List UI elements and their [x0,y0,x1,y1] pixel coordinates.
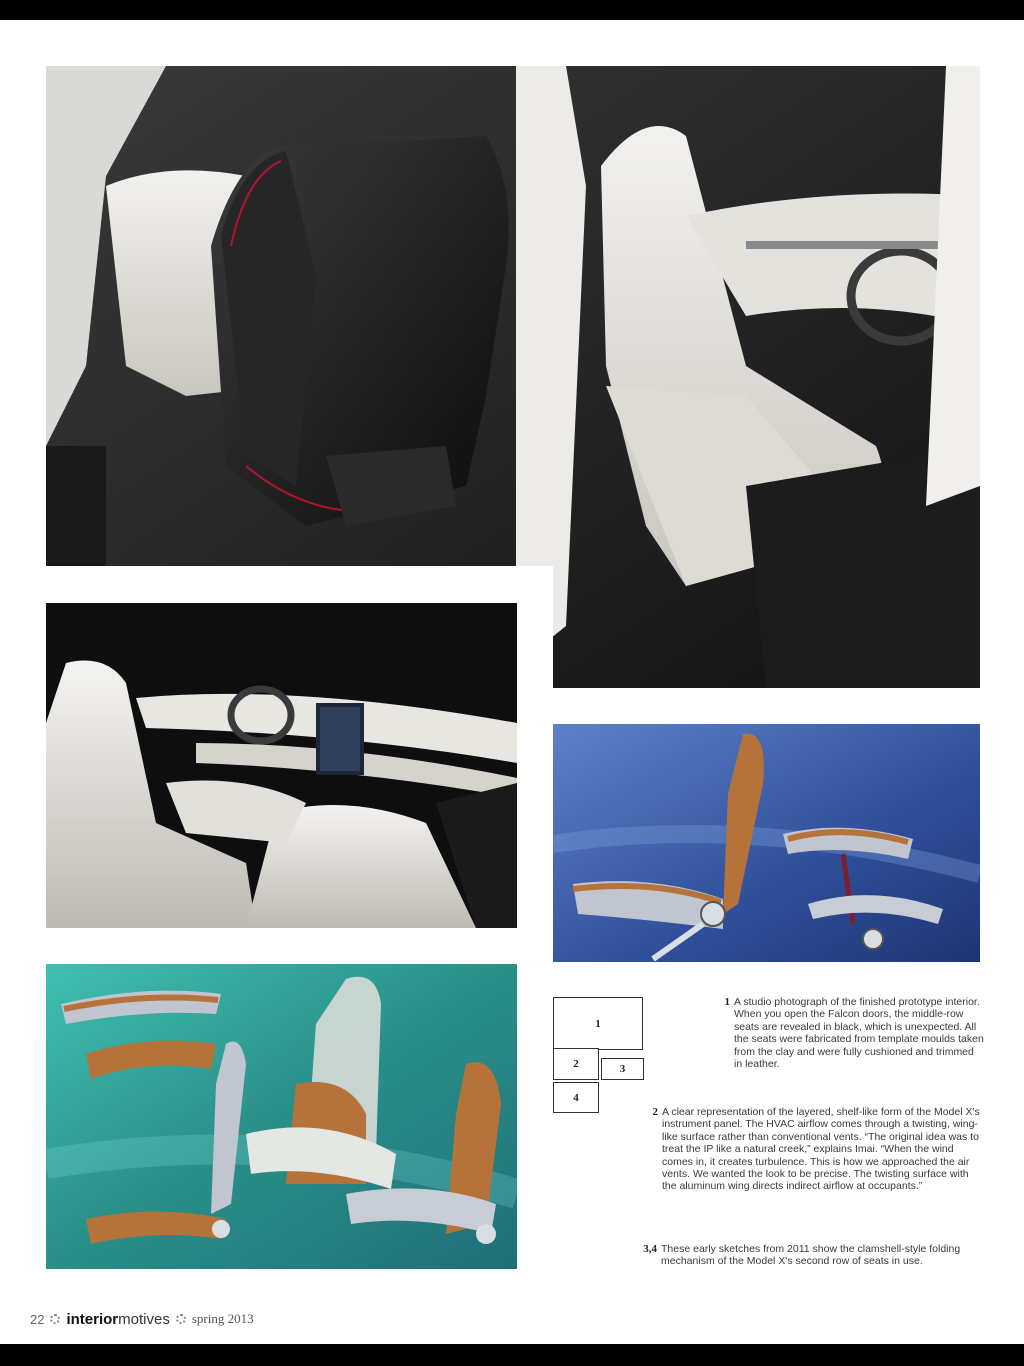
issue-label: spring 2013 [191,1311,254,1326]
photo-4-sketch-teal [46,964,517,1269]
magazine-name-light: motives [118,1310,170,1328]
photo-3-sketch-blue [553,724,980,962]
page-footer [30,1309,254,1329]
caption-number: 1 [724,996,730,1008]
caption-3-4 [643,1243,984,1268]
caption-text: A studio photograph of the finished prototype interior. When you open the Falcon doors, the middle-row seats are revealed in black, which is unexpected. All the seats were fabricated from template moulds taken from the clay and were fully cushioned and trimmed in leather. [734,996,984,1071]
layout-key-box-4: 4 [553,1082,599,1113]
layout-key-box-1: 1 [553,997,643,1050]
dotted-circle-icon [176,1314,186,1324]
caption-number: 2 [652,1106,658,1118]
top-black-bar [0,0,1024,20]
caption-1 [724,996,984,1071]
caption-text: These early sketches from 2011 show the clamshell-style folding mechanism of the Model X's second row of seats in use. [661,1243,961,1268]
caption-2 [652,1106,984,1193]
photo-2-instrument-panel [46,603,517,928]
dotted-circle-icon [50,1314,60,1324]
page-number: 22 [30,1311,45,1327]
layout-key-box-3: 3 [601,1058,644,1080]
layout-key-box-2: 2 [553,1048,599,1080]
caption-text: A clear representation of the layered, shelf-like form of the Model X's instrument panel. The HVAC airflow comes through a twisting, wing-like surface rather than conventional vents. “The original idea was to treat the IP like a natural creek,” explains Imai. “When the wind comes in, it creates turbulence. This is how we approached the air vents. We wanted the look to be precise. The twisting surface with the aluminum wing directs indirect airflow at occupants.” [662,1106,980,1193]
bottom-black-bar [0,1344,1024,1366]
magazine-name-bold: interior [66,1310,119,1328]
caption-number: 3,4 [643,1243,657,1255]
